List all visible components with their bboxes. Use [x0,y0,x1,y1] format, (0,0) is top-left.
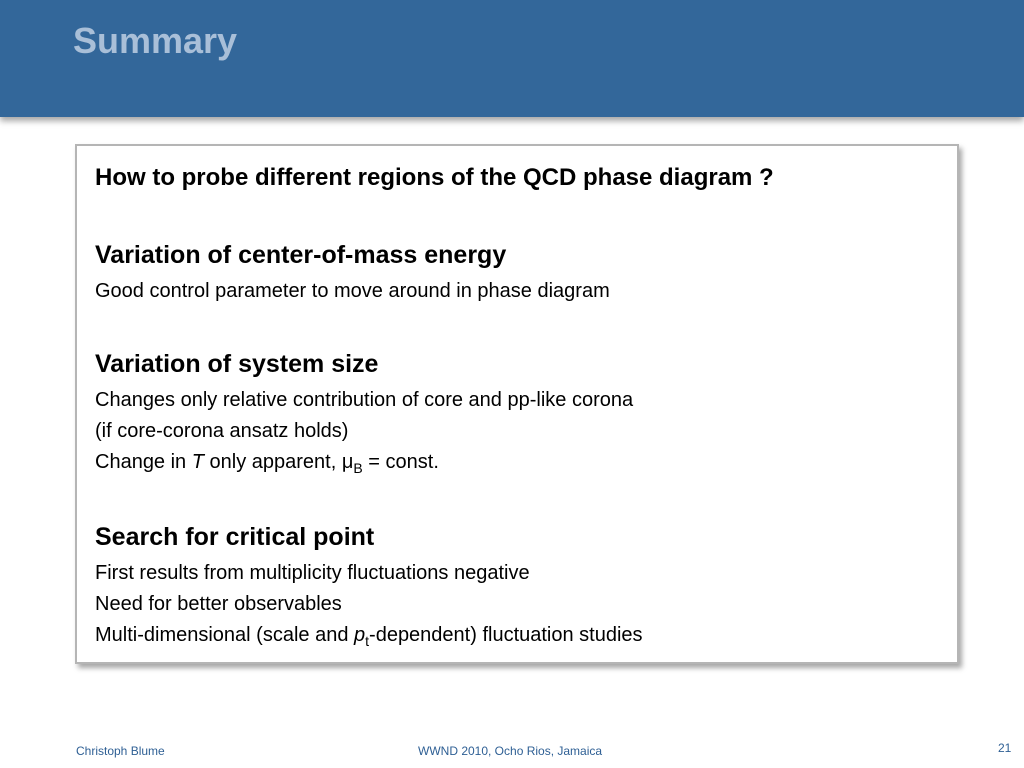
header-bar [0,0,1024,117]
temperature-symbol: T [191,451,204,473]
section-heading: Search for critical point [95,523,375,551]
page-number: 21 [998,741,1012,755]
footer-author: Christoph Blume [76,744,165,758]
section-critical-point [95,522,643,657]
section-line: Good control parameter to move around in phase diagram [95,280,610,302]
section-line: Changes only relative contribution of core and pp-like corona [95,389,634,411]
line-prefix: Multi-dimensional (scale and [95,624,355,646]
line-suffix: = const. [362,451,439,473]
content-box [75,144,959,664]
question-text: How to probe different regions of the QCD phase diagram ? [95,164,774,191]
line-middle: only apparent, μ [203,451,354,473]
section-energy [95,240,610,307]
slide-title: Summary [73,20,238,61]
section-line: Need for better observables [95,593,342,615]
momentum-symbol: p [354,624,366,646]
pt-subscript: t [365,633,370,649]
footer-event: WWND 2010, Ocho Rios, Jamaica [418,744,603,758]
section-line: (if core-corona ansatz holds) [95,420,349,442]
line-prefix: Change in [95,451,192,473]
line-suffix: -dependent) fluctuation studies [369,624,643,646]
section-heading: Variation of center-of-mass energy [95,241,507,269]
section-line [95,620,643,657]
section-heading: Variation of system size [95,350,379,378]
section-line: First results from multiplicity fluctuations negative [95,562,530,584]
section-system-size [95,349,633,484]
section-line [95,447,633,484]
mu-subscript: B [353,460,363,476]
